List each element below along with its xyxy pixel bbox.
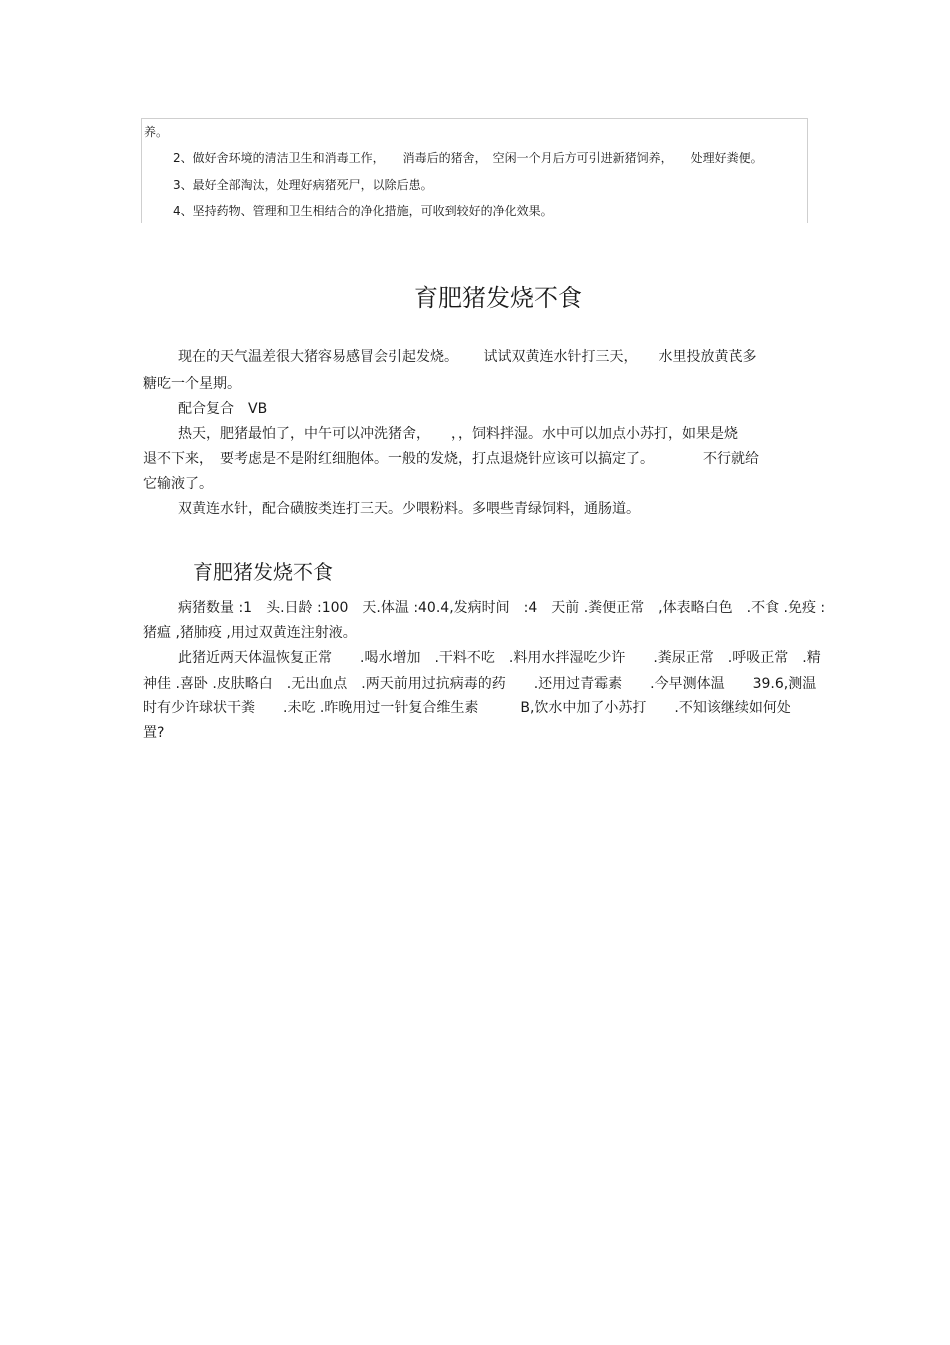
article-1-paragraph-1-line-1: 现在的天气温差很大猪容易感冒会引起发烧。 试试双黄连水针打三天， 水里投放黄芪多 <box>178 349 757 365</box>
article-1-paragraph-3-line-2: 退不下来， 要考虑是不是附红细胞体。一般的发烧，打点退烧针应该可以搞定了。 不行就给 <box>143 451 759 467</box>
article-1-paragraph-4: 双黄连水针，配合磺胺类连打三天。少喂粉料。多喂些青绿饲料，通肠道。 <box>178 501 640 517</box>
previous-section-box <box>141 118 808 223</box>
article-1-paragraph-2: 配合复合 VB <box>178 401 268 417</box>
box-line-3: 4、坚持药物、管理和卫生相结合的净化措施，可收到较好的净化效果。 <box>173 204 553 218</box>
box-line-2: 3、最好全部淘汰，处理好病猪死尸，以除后患。 <box>173 178 433 192</box>
article-2-paragraph-1-line-1: 病猪数量 :1 头.日龄 :100 天.体温 :40.4,发病时间 :4 天前 .粪便正常 ,体表略白色 .不食 .免疫 : <box>178 600 826 616</box>
article-2-paragraph-2-line-1: 此猪近两天体温恢复正常 .喝水增加 .干料不吃 .料用水拌湿吃少许 .粪尿正常 .呼吸正常 .精 <box>178 650 821 666</box>
article-2-paragraph-2-line-2: 神佳 .喜卧 .皮肤略白 .无出血点 .两天前用过抗病毒的药 .还用过青霉素 .今早测体温 39.6,测温 <box>143 676 817 692</box>
box-line-1: 2、做好舍环境的清洁卫生和消毒工作， 消毒后的猪舍， 空闲一个月后方可引进新猪饲养， 处理好粪便。 <box>173 151 763 165</box>
article-2-paragraph-2-line-3: 时有少许球状干粪 .未吃 .昨晚用过一针复合维生素 B,饮水中加了小苏打 .不知该继续如何处 <box>143 700 791 716</box>
article-2-paragraph-2-line-4: 置? <box>143 725 165 741</box>
article-1-paragraph-3-line-3: 它输液了。 <box>143 476 213 492</box>
box-line-0: 养。 <box>144 125 169 139</box>
article-1-paragraph-1-line-2: 糖吃一个星期。 <box>143 376 241 392</box>
article-2-title: 育肥猪发烧不食 <box>193 560 333 584</box>
article-1-paragraph-3-line-1: 热天，肥猪最怕了，中午可以冲洗猪舍， ，，饲料拌湿。水中可以加点小苏打，如果是烧 <box>178 426 738 442</box>
article-2-paragraph-1-line-2: 猪瘟 ,猪肺疫 ,用过双黄连注射液。 <box>143 625 357 641</box>
article-1-title: 育肥猪发烧不食 <box>414 284 582 312</box>
